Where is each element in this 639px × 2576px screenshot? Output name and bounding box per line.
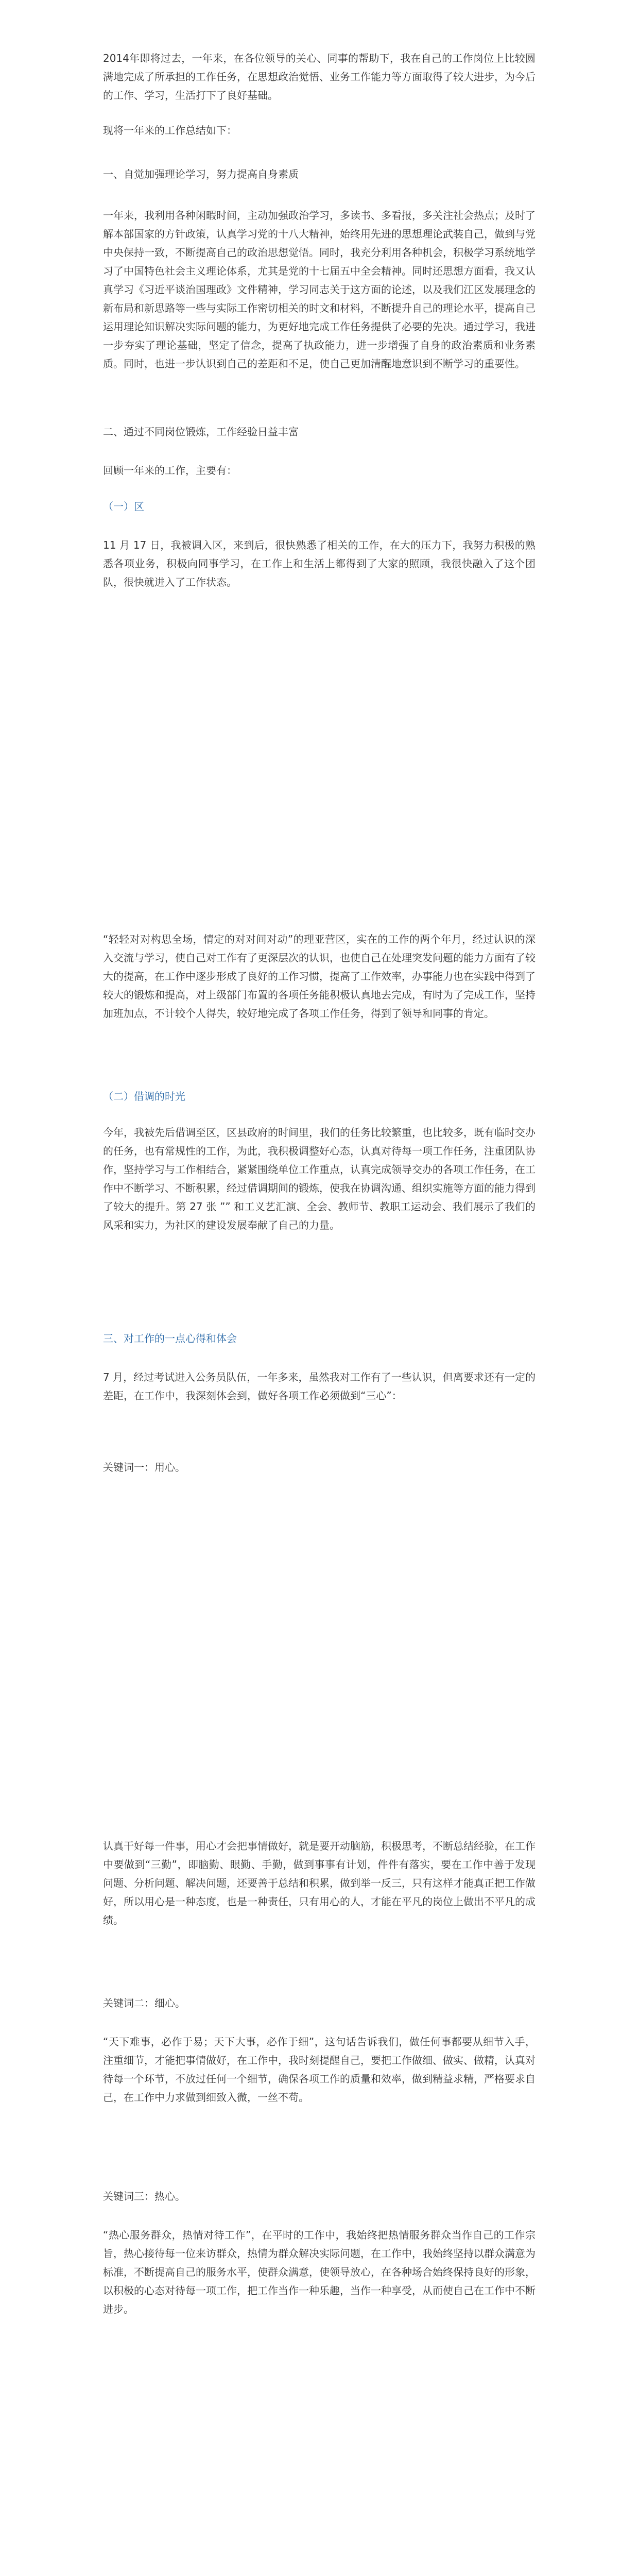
section-heading-2: 二、通过不同岗位锻炼，工作经验日益丰富 — [103, 426, 299, 438]
keyword-3-paragraph: “热心服务群众，热情对待工作”，在平时的工作中，我始终把热情服务群众当作自己的工作宗旨，热心接待每一位来访群众，热情为群众解决实际问题，在工作中，我始终坚持以群众满意为标准，不断提高自己的服务水平，使群众满意，使领导放心，在各种场合始终保持良好的形象，以积极的心态对待每一项工作，把工作当作一种乐趣，当作一种享受，从而使自己在工作中不断进步。 — [103, 2229, 536, 2315]
summary-intro: 现将一年来的工作总结如下： — [103, 124, 237, 137]
intro-paragraph: 2014年即将过去，一年来，在各位领导的关心、同事的帮助下，我在自己的工作岗位上比较圆满地完成了所承担的工作任务，在思想政治觉悟、业务工作能力等方面取得了较大进步，为今后的工作、学习，生活打下了良好基础。 — [103, 52, 536, 101]
section-heading-1: 一、自觉加强理论学习，努力提高自身素质 — [103, 168, 299, 180]
sub-heading-secondment: （二）借调的时光 — [103, 1090, 185, 1103]
review-intro: 回顾一年来的工作，主要有： — [103, 464, 237, 477]
section-heading-3: 三、对工作的一点心得和体会 — [103, 1332, 237, 1345]
experience-paragraph: 7 月，经过考试进入公务员队伍，一年多来，虽然我对工作有了一些认识，但离要求还有一定的差距，在工作中，我深刻体会到，做好各项工作必须做到“三心”： — [103, 1371, 536, 1402]
secondment-paragraph: 今年，我被先后借调至区，区县政府的时间里，我们的任务比较繁重，也比较多，既有临时交办的任务，也有常规性的工作，为此，我积极调整好心态，认真对待每一项工作任务，注重团队协作，坚持学习与工作相结合，紧紧围绕单位工作重点，认真完成领导交办的各项工作任务，在工作中不断学习、不断积累，经过借调期间的锻炼，使我在协调沟通、组织实施等方面的能力得到了较大的提升。第 27 张 ”” 和工义艺汇演、全会、教师节、教职工运动会、我们展示了我们的风采和实力，为社区的建设发展奉献了自己的力量。 — [103, 1126, 536, 1231]
sub-heading-district: （一）区 — [103, 500, 144, 513]
study-paragraph: 一年来，我利用各种闲暇时间，主动加强政治学习，多读书、多看报，多关注社会热点；及时了解本部国家的方针政策，认真学习党的十八大精神，始终用先进的思想理论武装自己，做到与党中央保持一致，不断提高自己的政治思想觉悟。同时，我充分利用各种机会，积极学习系统地学习了中国特色社会主义理论体系，尤其是党的十七届五中全会精神。同时还思想方面看，我又认真学习《习近平谈治国理政》文件精神，学习同志关于这方面的论述，以及我们江区发展理念的新布局和新思路等一些与实际工作密切相关的时文和材料，不断提升自己的理论水平，提高自己运用理论知识解决实际问题的能力，为更好地完成工作任务提供了必要的先决。通过学习，我进一步夯实了理论基础，坚定了信念，提高了执政能力，进一步增强了自身的政治素质和业务素质。同时，也进一步认识到自己的差距和不足，使自己更加清醒地意识到不断学习的重要性。 — [103, 209, 536, 370]
keyword-2-paragraph: “天下难事，必作于易；天下大事，必作于细”，这句话告诉我们，做任何事都要从细节入手，注重细节，才能把事情做好，在工作中，我时刻提醒自己，要把工作做细、做实、做精，认真对待每一个环节，不放过任何一个细节，确保各项工作的质量和效率，做到精益求精，严格要求自己，在工作中力求做到细致入微，一丝不苟。 — [103, 2036, 536, 2104]
district-paragraph-2: “轻轻对对构思全场，情定的对对间对动”的理亚营区，实在的工作的两个年月，经过认识的深入交流与学习，使自己对工作有了更深层次的认识，也使自己在处理突发问题的能力方面有了较大的提高，在工作中逐步形成了良好的工作习惯，提高了工作效率，办事能力也在实践中得到了较大的锻炼和提高，对上级部门布置的各项任务能积极认真地去完成，有时为了完成工作，坚持加班加点，不计较个人得失，较好地完成了各项工作任务，得到了领导和同事的肯定。 — [103, 933, 536, 1020]
keyword-1-paragraph: 认真干好每一件事，用心才会把事情做好，就是要开动脑筋，积极思考，不断总结经验，在工作中要做到“三勤”，即脑勤、眼勤、手勤，做到事事有计划，件件有落实，要在工作中善于发现问题、分析问题、解决问题，还要善于总结和积累，做到举一反三，只有这样才能真正把工作做好，所以用心是一种态度，也是一种责任，只有用心的人，才能在平凡的岗位上做出不平凡的成绩。 — [103, 1840, 536, 1926]
keyword-3: 关键词三：热心。 — [103, 2190, 185, 2202]
keyword-1: 关键词一：用心。 — [103, 1461, 185, 1473]
district-paragraph: 11 月 17 日，我被调入区，来到后，很快熟悉了相关的工作，在大的压力下，我努力积极的熟悉各项业务，积极向同事学习，在工作上和生活上都得到了大家的照顾，我很快融入了这个团队，很快就进入了工作状态。 — [103, 539, 536, 588]
keyword-2: 关键词二：细心。 — [103, 1997, 185, 2009]
